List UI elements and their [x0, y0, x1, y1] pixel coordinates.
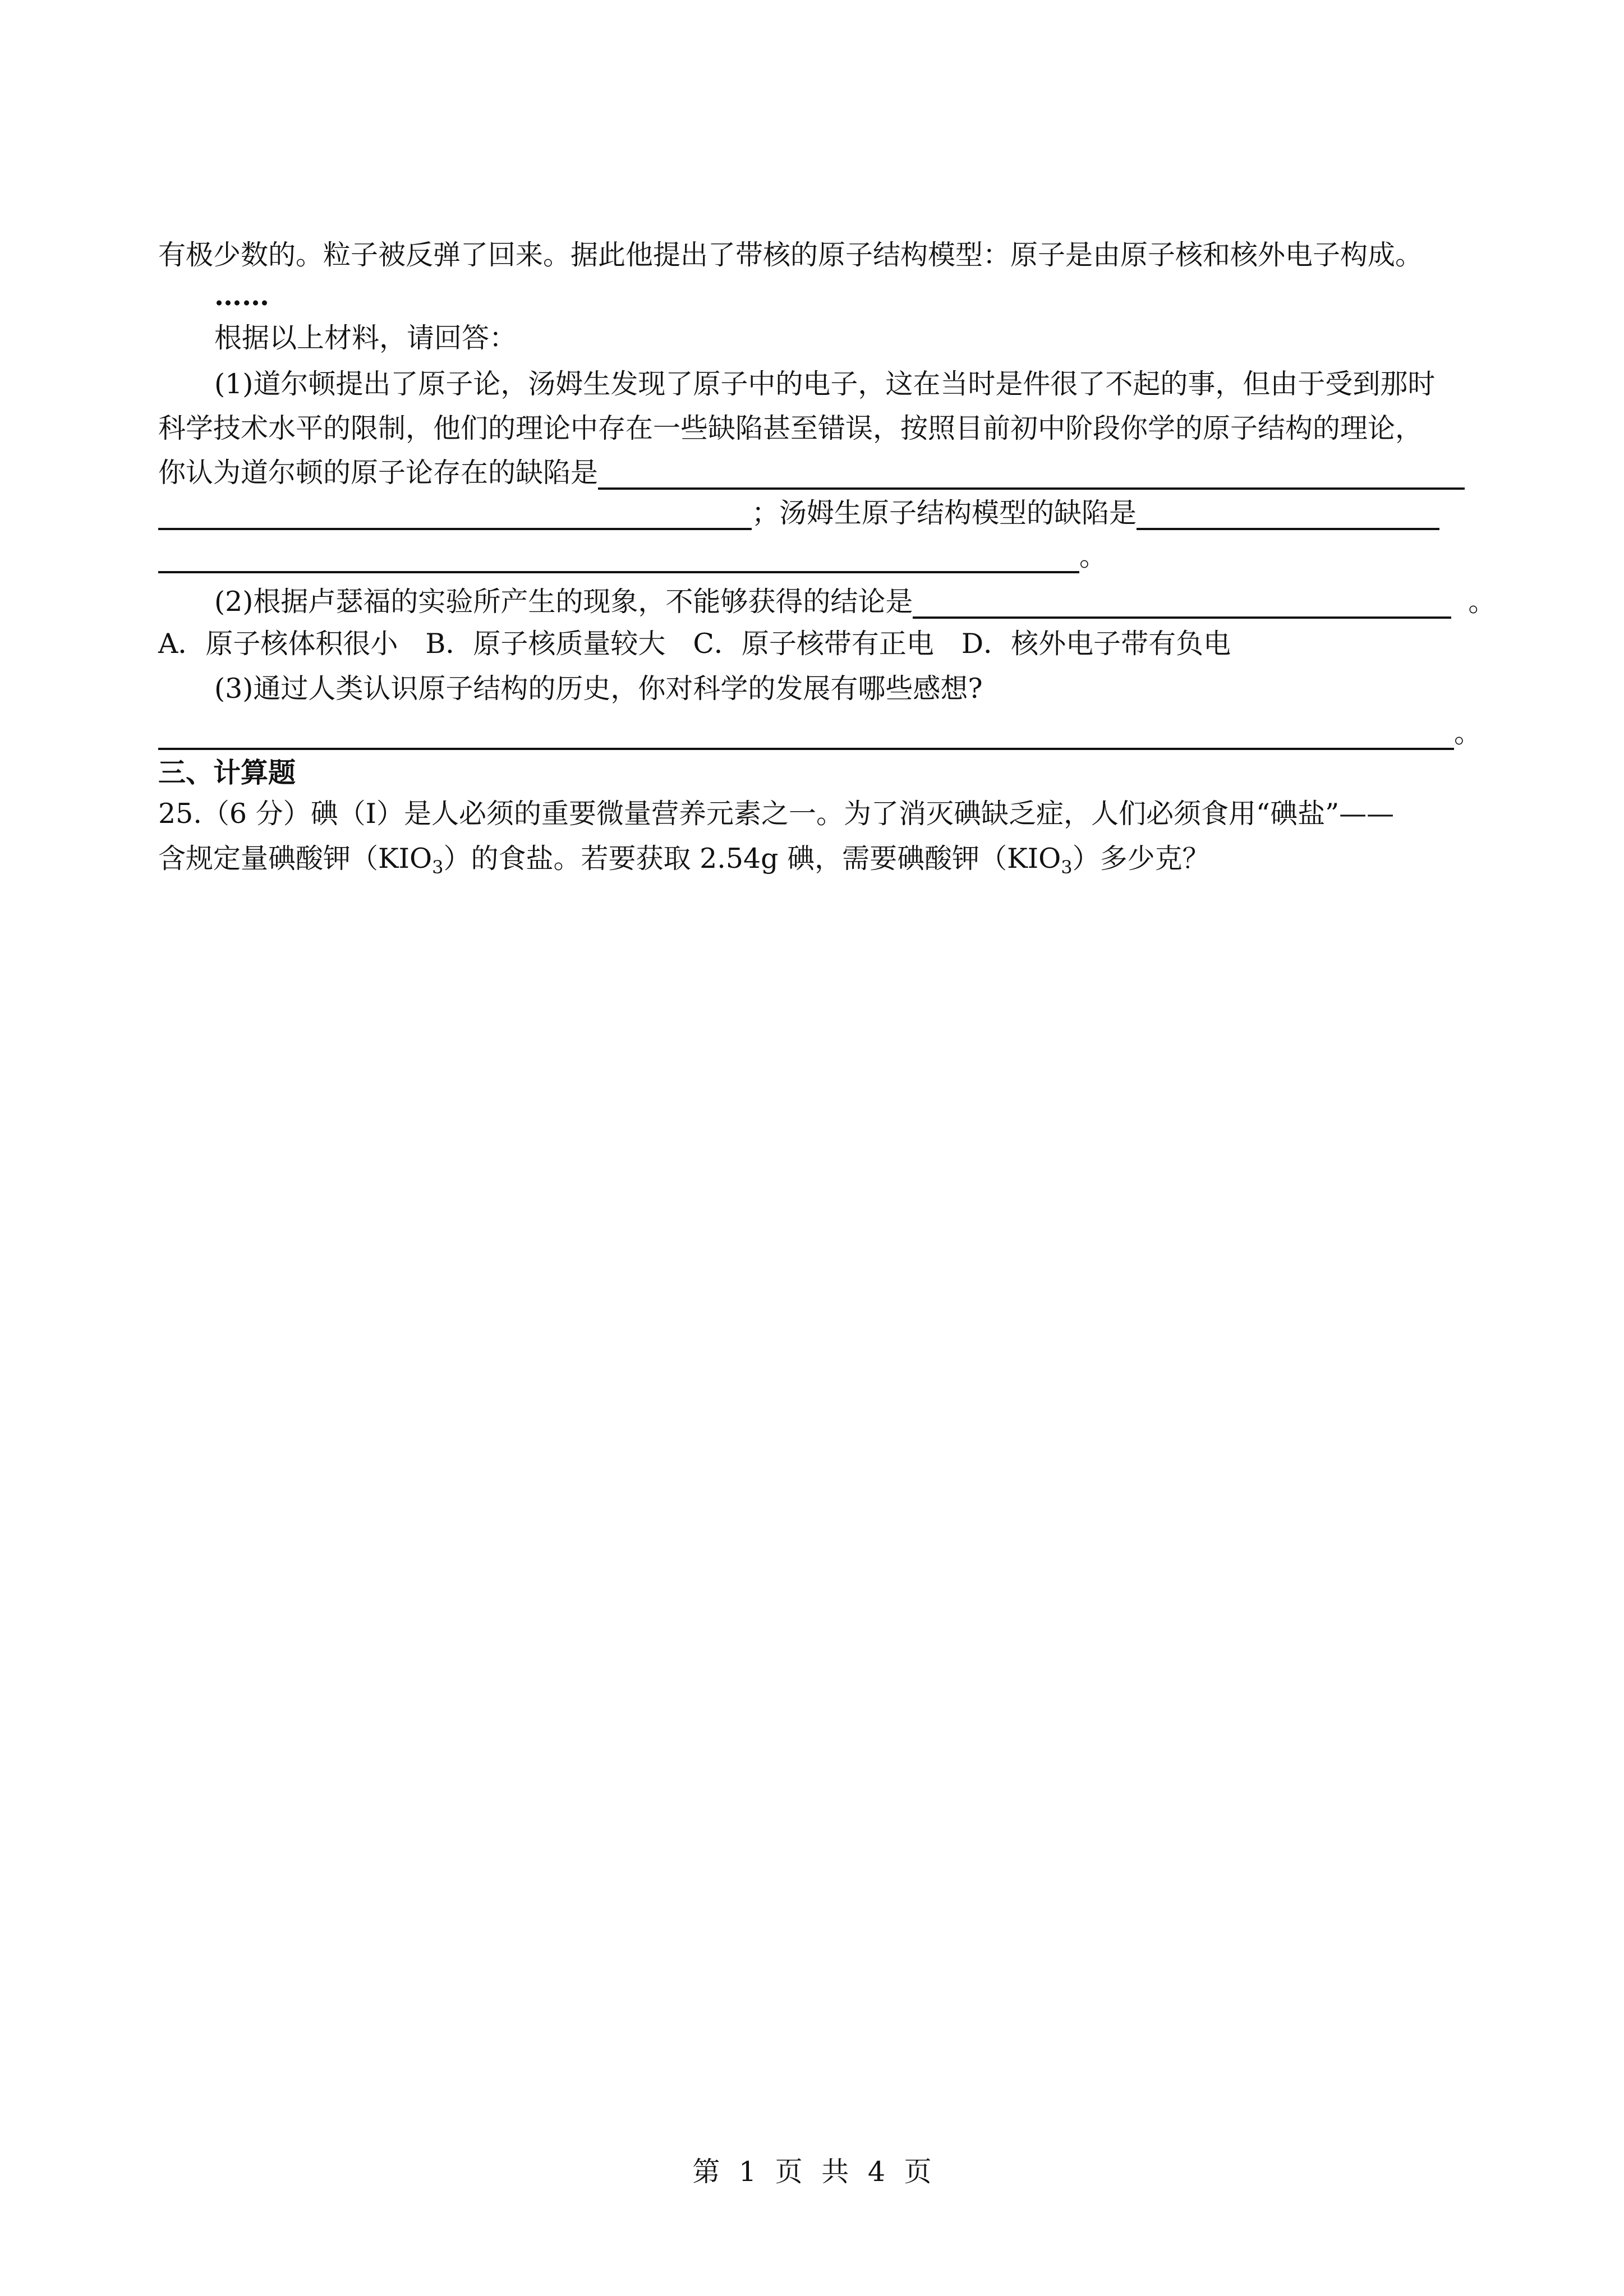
thomson-answer-blank[interactable]: [1137, 500, 1439, 530]
q2-options: A．原子核体积很小 B．原子核质量较大 C．原子核带有正电 D．核外电子带有负电: [158, 628, 1231, 660]
q25-text-a: 含规定量碘酸钾（KIO: [158, 843, 433, 875]
q2-end-mark: 。: [1468, 586, 1496, 618]
q1-end-mark: 。: [1079, 540, 1107, 572]
q3-line: (3)通过人类认识原子结构的历史，你对科学的发展有哪些感想?: [214, 673, 983, 705]
q1-thomson-label: ；汤姆生原子结构模型的缺陷是: [752, 497, 1137, 529]
ellipsis: ……: [214, 279, 269, 312]
q2-line: [214, 585, 1496, 619]
q25-line-2: [158, 842, 1210, 876]
q1-line-4: [158, 496, 1439, 530]
q2-text: (2)根据卢瑟福的实验所产生的现象，不能够获得的结论是: [214, 586, 913, 618]
q1-line-3: [158, 456, 1465, 490]
q25-text-b: ）的食盐。若要获取 2.54g 碘，需要碘酸钾（KIO: [443, 843, 1061, 875]
q25-subscript-2: 3: [1061, 857, 1073, 878]
q25-line-1: 25.（6 分）碘（I）是人必须的重要微量营养元素之一。为了消灭碘缺乏症，人们必须食用“碘盐”——: [158, 798, 1395, 830]
page-footer: 第 1 页 共 4 页: [692, 2156, 932, 2188]
dalton-answer-blank-cont[interactable]: [158, 500, 752, 530]
q3-end-mark: 。: [1454, 717, 1482, 749]
q1-dalton-label: 你认为道尔顿的原子论存在的缺陷是: [158, 457, 599, 489]
material-line-1: 有极少数的。粒子被反弹了回来。据此他提出了带核的原子结构模型：原子是由原子核和核外电子构成。: [158, 239, 1423, 271]
q2-answer-blank[interactable]: [913, 588, 1451, 619]
q1-line-1: (1)道尔顿提出了原子论，汤姆生发现了原子中的电子，这在当时是件很了不起的事，但由于受到那时: [214, 368, 1436, 400]
q3-answer-blank[interactable]: [158, 720, 1454, 750]
q3-answer-line: [158, 716, 1482, 750]
prompt-line: 根据以上材料，请回答：: [214, 322, 517, 354]
q1-line-2: 科学技术水平的限制，他们的理论中存在一些缺陷甚至错误，按照目前初中阶段你学的原子结构的理论，: [158, 412, 1423, 444]
dalton-answer-blank[interactable]: [598, 459, 1465, 490]
q25-subscript-1: 3: [432, 857, 444, 878]
q25-text-c: ）多少克？: [1072, 843, 1210, 875]
q1-line-5: [158, 540, 1107, 573]
thomson-answer-blank-cont[interactable]: [158, 543, 1079, 573]
section-title: 三、计算题: [158, 756, 296, 789]
